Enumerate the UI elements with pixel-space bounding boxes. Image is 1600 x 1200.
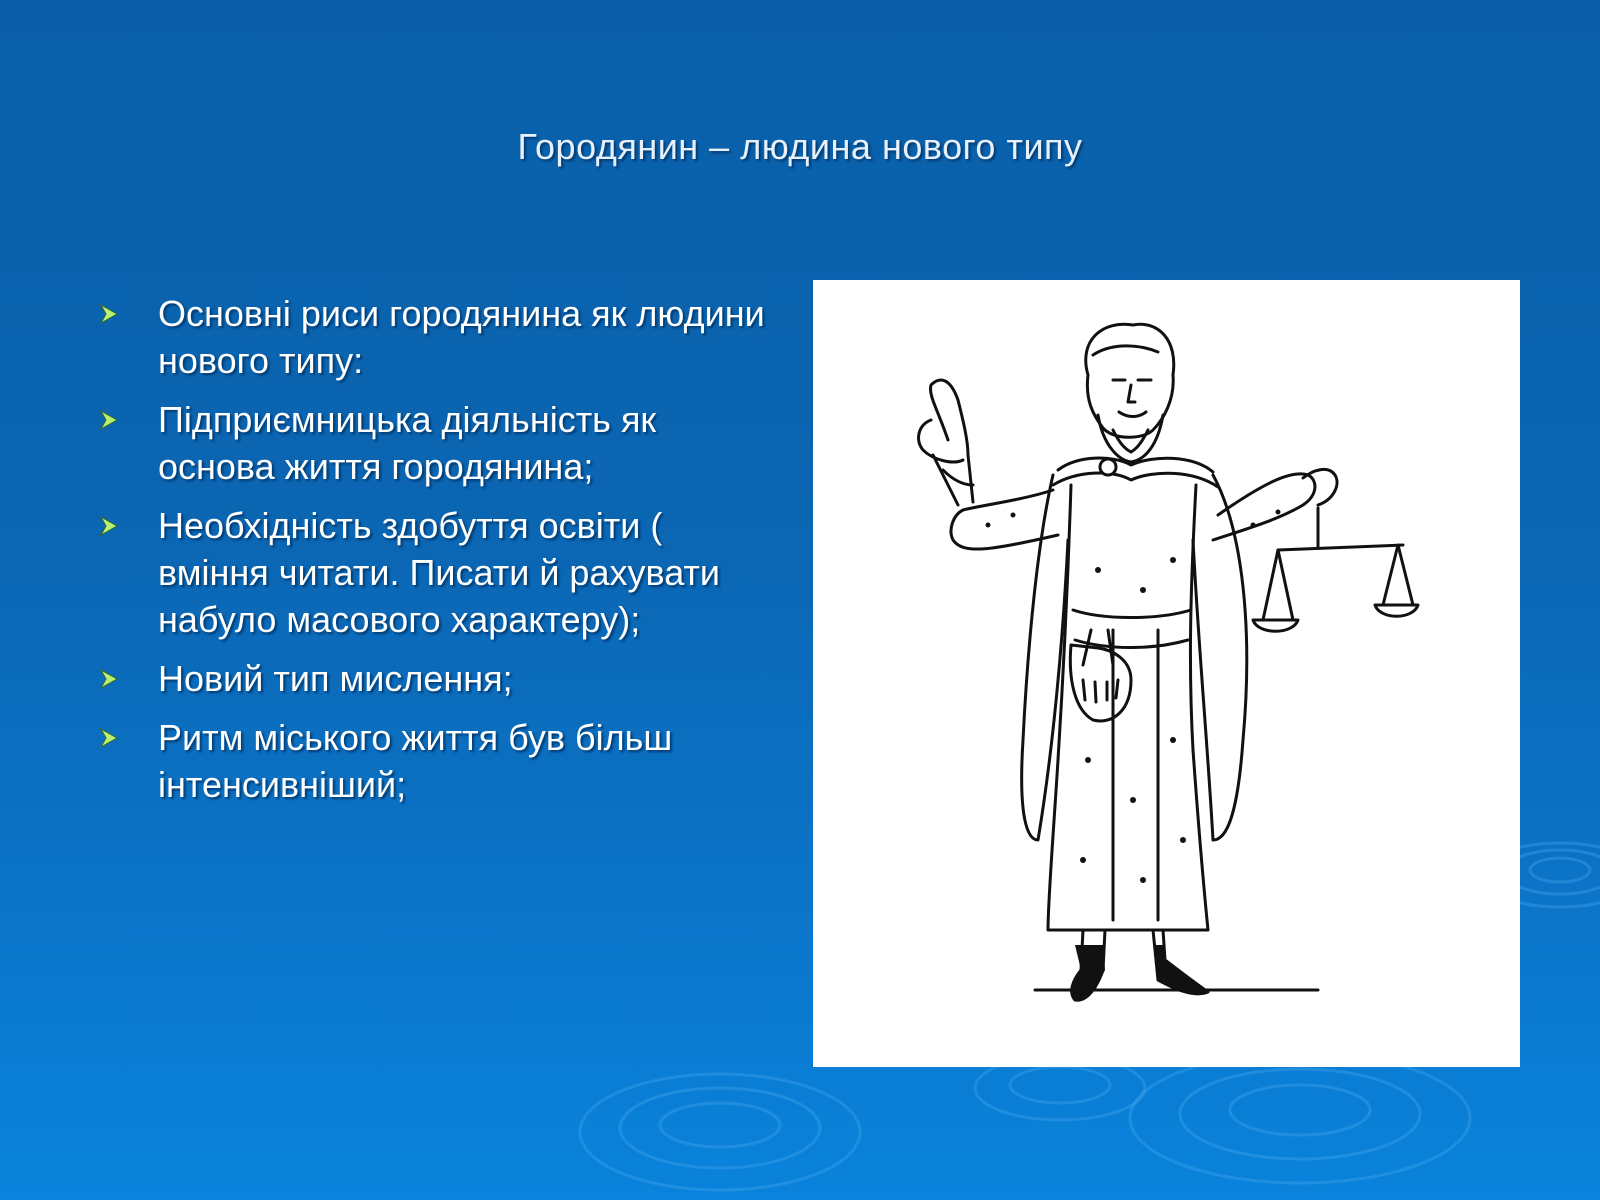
- bullet-item: [96, 502, 776, 643]
- arrow-bullet-icon: [98, 515, 120, 537]
- bullet-item: [96, 714, 776, 808]
- slide-title: Городянин – людина нового типу: [517, 126, 1083, 167]
- arrow-bullet-icon: [98, 303, 120, 325]
- arrow-bullet-icon: [98, 409, 120, 431]
- bullet-item: [96, 396, 776, 490]
- bullet-text: Ритм міського життя був більш інтенсивніший;: [158, 717, 673, 805]
- arrow-bullet-icon: [98, 727, 120, 749]
- medieval-townsman-with-scales-illustration: [813, 280, 1520, 1067]
- bullet-text: Новий тип мислення;: [158, 658, 513, 699]
- bullet-item: [96, 655, 776, 702]
- bullet-list: [96, 290, 776, 820]
- illustration-panel: [813, 280, 1520, 1067]
- bullet-item: [96, 290, 776, 384]
- arrow-bullet-icon: [98, 668, 120, 690]
- bullet-text: Основні риси городянина як людини нового типу:: [158, 293, 765, 381]
- bullet-text: Підприємницька діяльність як основа життя городянина;: [158, 399, 657, 487]
- bullet-text: Необхідність здобуття освіти ( вміння читати. Писати й рахувати набуло масового характеру);: [158, 505, 721, 640]
